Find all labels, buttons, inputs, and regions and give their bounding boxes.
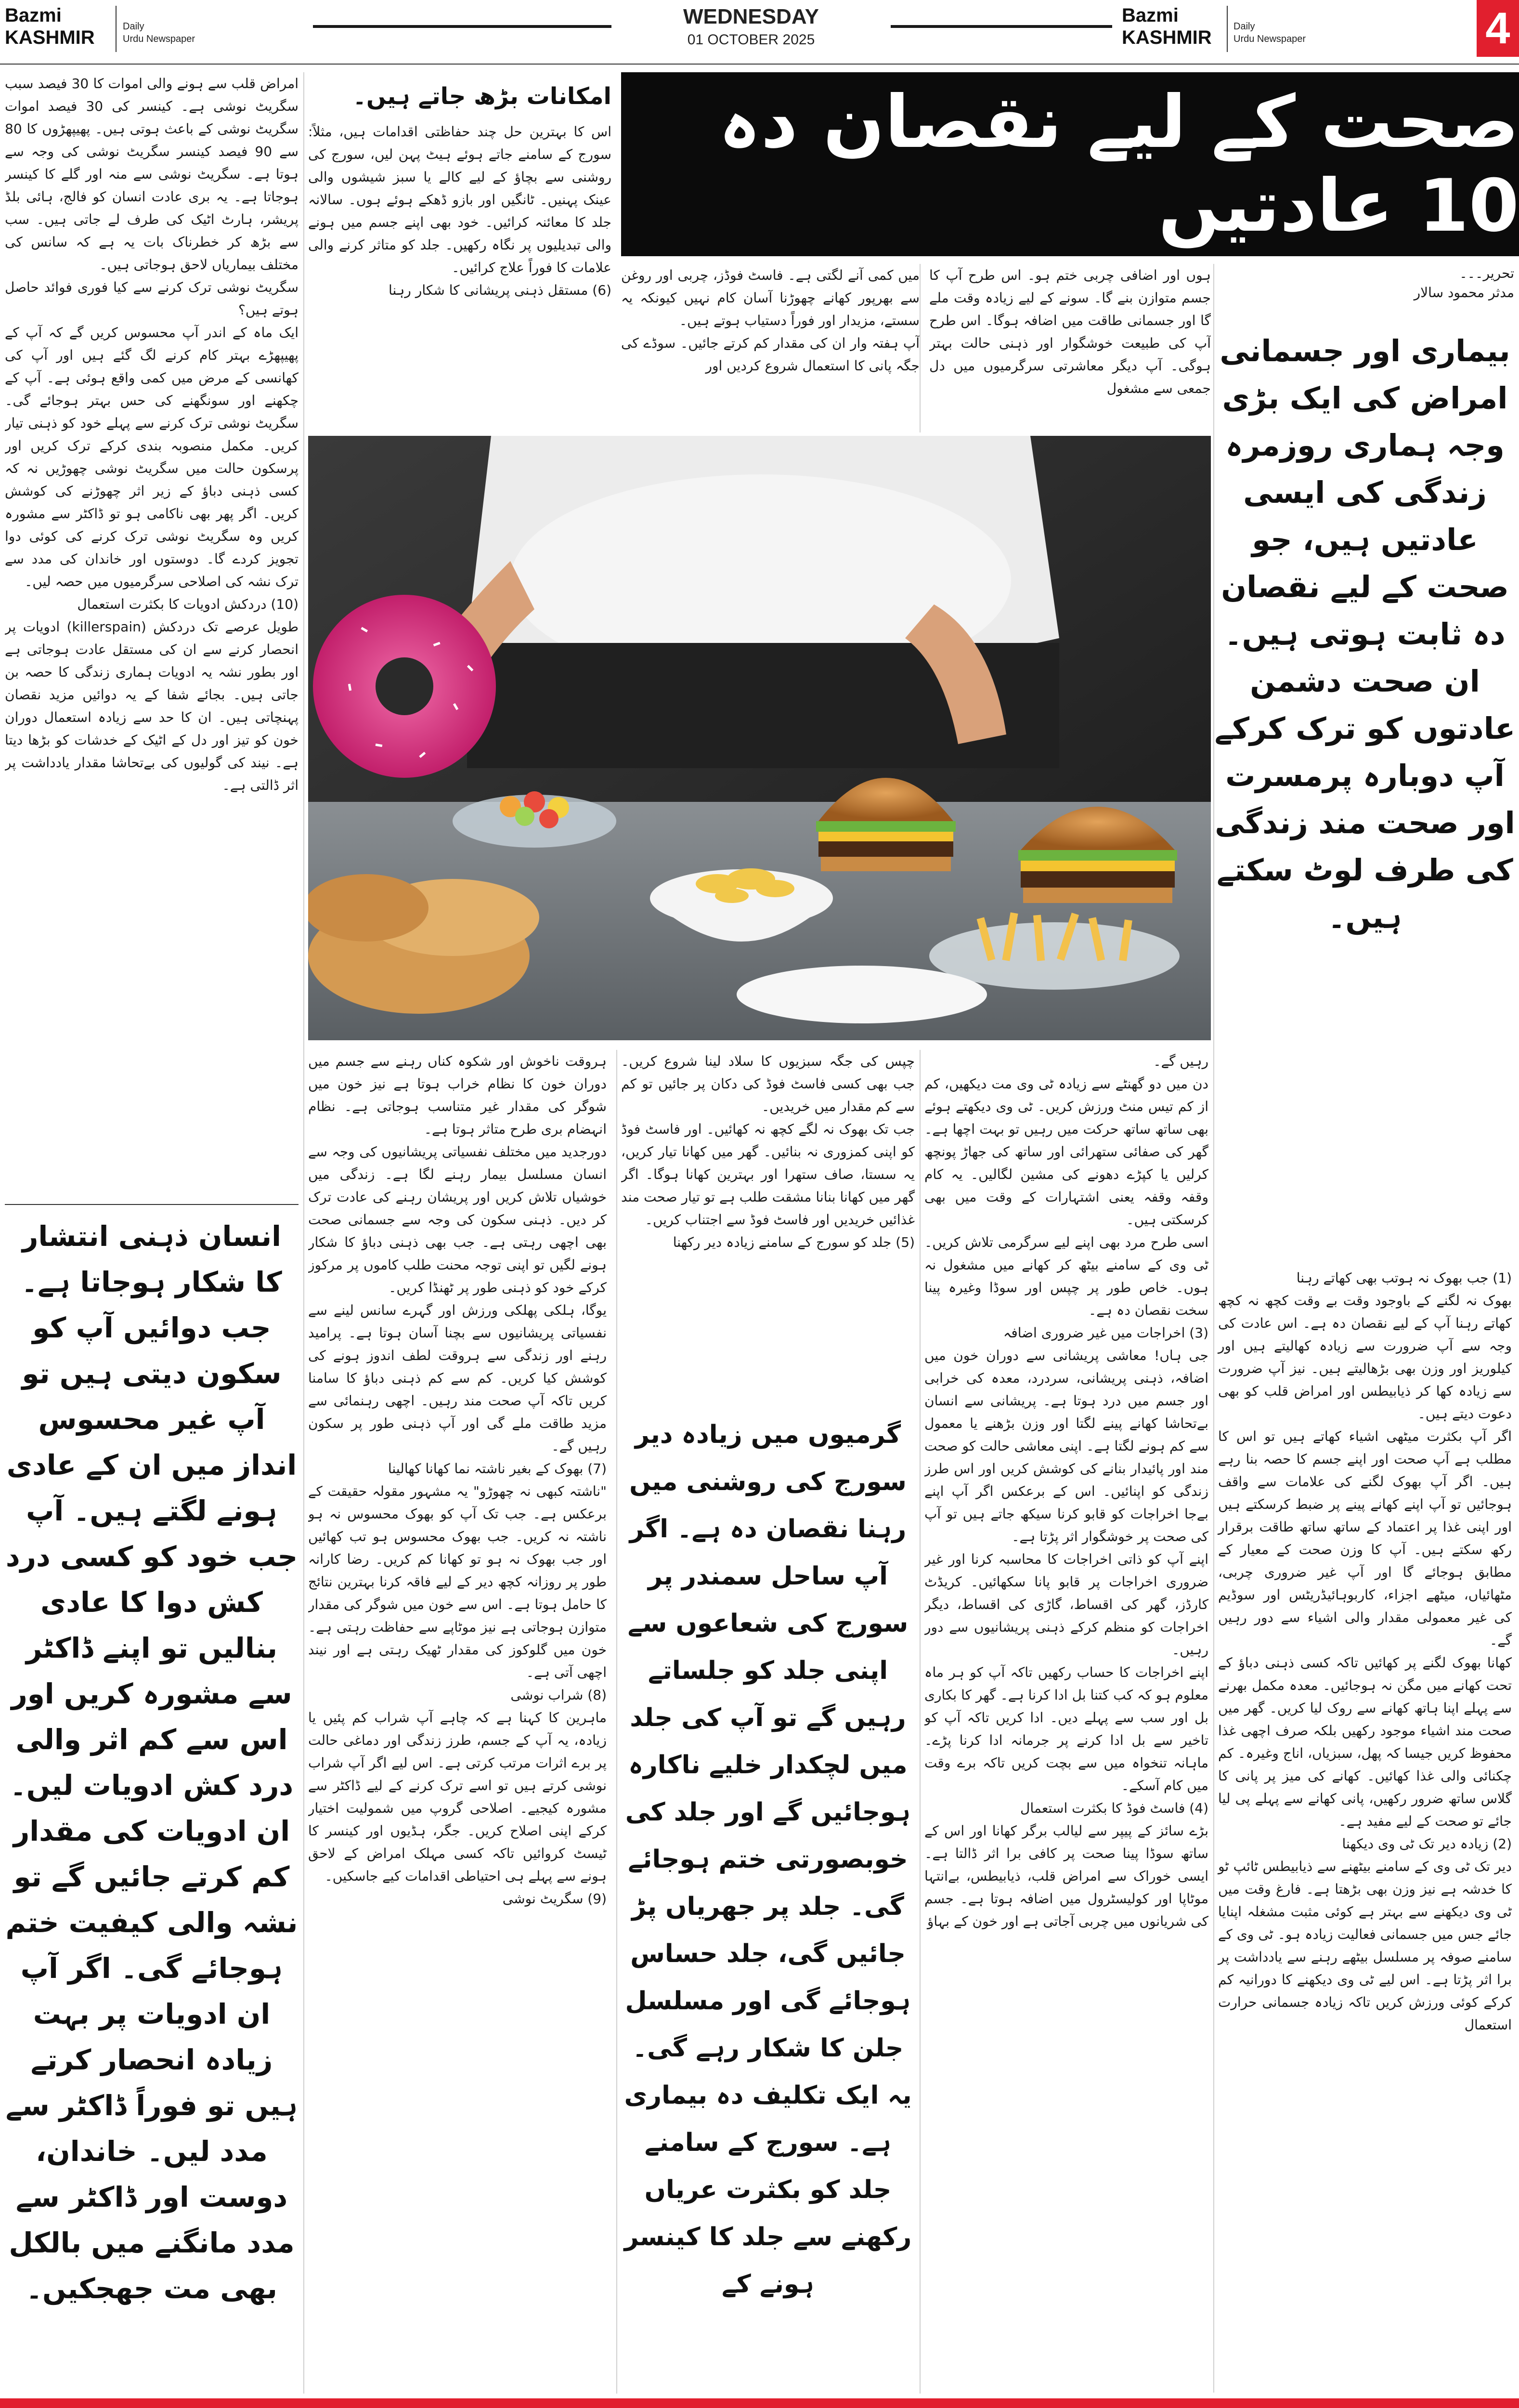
article-top-col3: میں کمی آنے لگتی ہے۔ فاسٹ فوڈز، چربی اور روغن سے بھرپور کھانے چھوڑنا آسان کام نہیں کیونکہ یہ سستے، مزیدار اور فوراً دستیاب ہوتے ہیں۔ آپ ہفتہ وار ان کی مقدار کم کرتے جائیں۔ سوڈے کی جگہ پانی کا استعمال شروع کردیں اور	[621, 267, 920, 374]
pull-quote-middle: گرمیوں میں زیادہ دیر سورج کی روشنی میں رہنا نقصان دہ ہے۔ اگر آپ ساحل سمندر پر سورج کی شعاعوں سے اپنی جلد کو جلساتے رہیں گے تو آپ کی جلد میں لچکدار خلیے ناکارہ ہوجائیں گے اور جلد کی خوبصورتی ختم ہوجائے گی۔ جلد پر جھریاں پڑ جائیں گی، جلد حساس ہوجائے گی اور مسلسل جلن کا شکار رہے گی۔ یہ ایک تکلیف دہ بیماری ہے۔ سورج کے سامنے جلد کو بکثرت عریاں رکھنے سے جلد کا کینسر ہونے کے	[624, 1420, 912, 2299]
left-quote-divider	[5, 1204, 299, 1205]
article-top-col4: ہوں اور اضافی چربی ختم ہو۔ اس طرح آپ کا جسم متوازن بنے گا۔ سونے کے لیے زیادہ وقت ملے گا اور جسمانی طاقت میں اضافہ ہوگا۔ اس طرح آپ کی طبیعت خوشگوار اور ذہنی حالت بہتر ہوگی۔ آپ دیگر معاشرتی سرگرمیوں میں دل جمعی سے مشغول	[929, 267, 1211, 396]
masthead-sub-right	[1233, 20, 1306, 45]
masthead-logo-right	[1122, 6, 1212, 47]
pull-quote-left: انسان ذہنی انتشار کا شکار ہوجاتا ہے۔ جب دوائیں آپ کو سکون دیتی ہیں تو آپ غیر محسوس انداز میں ان کے عادی ہونے لگتے ہیں۔ آپ جب خود کو کسی درد کش دوا کا عادی بنالیں تو اپنے ڈاکٹر سے مشورہ کریں اور اس سے کم اثر والی درد کش ادویات لیں۔ ان ادویات کی مقدار کم کرتے جائیں گے تو نشہ والی کیفیت ختم ہوجائے گی۔ اگر آپ ان ادویات پر بہت زیادہ انحصار کرتے ہیں تو فوراً ڈاکٹر سے مدد لیں۔ خاندان، دوست اور ڈاکٹر سے مدد مانگنے میں بالکل بھی مت جھجکیں۔	[5, 1220, 298, 2305]
column-rule-4	[1213, 264, 1214, 2393]
masthead-logo-left	[5, 6, 95, 47]
masthead	[0, 0, 1519, 63]
masthead-sub-left	[123, 20, 195, 45]
logo-line1-right: Bazmi	[1122, 5, 1179, 26]
masthead-day: WEDNESDAY	[683, 5, 819, 28]
column-rule-1	[303, 72, 304, 2394]
bottom-accent-bar	[0, 2398, 1519, 2408]
column-rule-2	[616, 1050, 617, 2394]
column-rule-3a	[920, 264, 921, 432]
page-number: 4	[1477, 0, 1519, 57]
sub-line1-right: Daily	[1233, 21, 1255, 32]
article-top-col2: اس کا بہترین حل چند حفاظتی اقدامات ہیں، مثلاً: سورج کے سامنے جاتے ہوئے ہیٹ پہن لیں، سورج کی روشنی سے بچاؤ کے لیے کالے یا سبز شیشوں والی عینک پہنیں۔ ٹانگیں اور بازو ڈھکے ہوئے ہوں۔ سالانہ جلد کا معائنہ کرائیں۔ خود بھی اپنے جسم میں ہونے والی تبدیلیوں پر نگاہ رکھیں۔ جلد کو متاثر کرنے والی علامات کا فوراً علاج کرائیں۔ (6) مستقل ذہنی پریشانی کا شکار رہنا	[308, 124, 611, 298]
masthead-rule-right	[891, 25, 1112, 28]
column-rule-3b	[920, 1050, 921, 2394]
heading-possibilities: امکانات بڑھ جاتے ہیں۔	[352, 83, 611, 110]
junk-food-photo	[308, 436, 1211, 1040]
article-bottom-col1: ہروقت ناخوش اور شکوہ کناں رہنے سے جسم میں دوران خون کا نظام خراب ہوتا ہے نیز خون میں شوگر کی مقدار غیر متناسب ہوجاتی ہے۔ نظام انہضام بری طرح متاثر ہوتا ہے۔ دورجدید میں مختلف نفسیاتی پریشانیوں کی وجہ سے انسان مسلسل بیمار رہنے لگا ہے۔ زندگی میں خوشیاں تلاش کریں اور پریشان رہنے کی عادت ترک کر دیں۔ ذہنی سکون کی وجہ سے جسمانی صحت بھی اچھی رہتی ہے۔ جب بھی ذہنی دباؤ کا شکار ہونے لگیں تو اپنی توجہ محنت طلب کاموں پر مرکوز کرکے خود کو ذہنی طور پر ٹھنڈا کریں۔ یوگا، ہلکی پھلکی ورزش اور گہرے سانس لینے سے نفسیاتی پریشانیوں سے بچنا آسان ہوتا ہے۔ پرامید رہنے اور زندگی سے ہروقت لطف اندوز ہونے کی کوشش کیا کریں۔ کم سے کم ذہنی دباؤ کا سامنا کریں تاکہ آپ صحت مند رہیں۔ اچھی رہنمائی سے مزید طاقت ملے گی اور آپ ذہنی طور پر سکون رہیں گے۔ (7) بھوک کے بغیر ناشتہ نما کھانا کھالینا "ناشتہ کبھی نہ چھوڑو" یہ مشہور مقولہ حقیقت کے برعکس ہے۔ جب تک آپ کو بھوک محسوس نہ ہو ناشتہ نہ کریں۔ جب بھوک محسوس ہو تب کھائیں اور جب بھوک نہ ہو تو کھانا کم کریں۔ رضا کارانہ طور پر روزانہ کچھ دیر کے لیے فاقہ کرنا بہترین نتائج کا حامل ہوتا ہے۔ اس سے خون میں شوگر کی مقدار متوازن ہوجاتی ہے نیز موٹاپے سے حفاظت رہتی ہے۔ خون میں گلوکوز کی مقدار ٹھیک رہتی ہے اور نیند اچھی آتی ہے۔ (8) شراب نوشی ماہرین کا کہنا ہے کہ چاہے آپ شراب کم پئیں یا زیادہ، یہ آپ کے جسم، طرز زندگی اور دماغی حالت پر برے اثرات مرتب کرتی ہے۔ اس لیے اگر آپ شراب نوشی کرتے ہیں تو اسے ترک کرنے کے لیے ڈاکٹر سے مشورہ کیجیے۔ اصلاحی گروپ میں شمولیت اختیار کرکے اپنی اصلاح کریں۔ جگر، ہڈیوں اور کینسر کا ٹیسٹ کروائیں تاکہ کسی مہلک امراض کے لاحق ہونے سے پہلے ہی احتیاطی اقدامات کیے جاسکیں۔ (9) سگریٹ نوشی	[308, 1053, 607, 1907]
masthead-date: 01 OCTOBER 2025	[687, 32, 815, 48]
article-bottom-col2: چپس کی جگہ سبزیوں کا سلاد لینا شروع کریں۔ جب بھی کسی فاسٹ فوڈ کی دکان پر جائیں تو کم سے کم مقدار میں خریدیں۔ جب تک بھوک نہ لگے کچھ نہ کھائیں۔ اور فاسٹ فوڈ کو اپنی کمزوری نہ بنائیں۔ گھر میں کھانا تیار کریں، یہ سستا، صاف ستھرا اور بہترین کھانا ہوگا۔ اگر گھر میں کھانا بنانا مشقت طلب ہے تو تیار صحت مند غذائیں خریدیں اور فاسٹ فوڈ سے اجتناب کریں۔ (5) جلد کو سورج کے سامنے زیادہ دیر رکھنا	[621, 1053, 915, 1250]
article-top-left: امراض قلب سے ہونے والی اموات کا 30 فیصد سبب سگریٹ نوشی ہے۔ کینسر کی 30 فیصد اموات سگریٹ نوشی کے باعث ہوتی ہیں۔ پھیپھڑوں کا 80 سے 90 فیصد کینسر سگریٹ نوشی کی وجہ سے ہوتا ہے۔ سگریٹ نوشی سے منہ اور گلے کا کینسر ہوجاتا ہے۔ یہ بری عادت انسان کو فالج، ہائی بلڈ پریشر، ہارٹ اٹیک کی طرف لے جاتی ہیں۔ سب سے بڑھ کر خطرناک بات یہ ہے کہ سانس کی مختلف بیماریاں لاحق ہوجاتی ہیں۔ سگریٹ نوشی ترک کرنے سے کیا فوری فوائد حاصل ہوتے ہیں؟ ایک ماہ کے اندر آپ محسوس کریں گے کہ آپ کے پھیپھڑے بہتر کام کرنے لگ گئے ہیں اور آپ کی کھانسی کے مرض میں کمی واقع ہوئی ہے۔ آپ کے چکھنے اور سونگھنے کی حس بہتر ہوجائے گی۔ سگریٹ نوشی ترک کرنے سے پہلے خود کو ذہنی تیار کریں۔ مکمل منصوبہ بندی کرکے ترک کریں اور پرسکون حالت میں سگریٹ نوشی چھوڑیں نہ کہ کسی ذہنی دباؤ کے زیر اثر چھوڑنے کی کوشش کریں۔ اگر پھر بھی ناکامی ہو تو ڈاکٹر سے مشورہ کریں وہ سگریٹ نوشی ترک کرنے کی کوئی دوا تجویز کردے گا۔ دوستوں اور خاندان کی مدد سے ترک نشہ کی اصلاحی سرگرمیوں میں حصہ لیں۔ (10) دردکش ادویات کا بکثرت استعمال طویل عرصے تک دردکش (killerspain) ادویات پر انحصار کرنے سے ان کی مستقل عادت ہوجاتی ہے اور بطور نشہ یہ ادویات ہماری زندگی کا حصہ بن جاتی ہیں۔ بجائے شفا کے یہ دوائیں مزید نقصان پہنچاتی ہیں۔ ان کا حد سے زیادہ استعمال دوران خون کو تیز اور دل کے اٹیک کے خدشات کو بڑھا دیتا ہے۔ نیند کی گولیوں کی بےتحاشا مقدار یادداشت پر اثر ڈالتی ہے۔	[5, 76, 299, 793]
masthead-divider	[0, 64, 1519, 65]
article-bottom-col4: (1) جب بھوک نہ ہوتب بھی کھاتے رہنا بھوک نہ لگنے کے باوجود وقت بے وقت کچھ نہ کچھ کھاتے رہنا آپ کے لیے نقصان دہ ہے۔ اس عادت کی وجہ سے آپ ضرورت سے زیادہ کھالیتے ہیں اور کیلوریز اور وزن بھی بڑھالیتے ہیں۔ نیز آپ ضرورت سے زیادہ کھا کر ذیابیطس اور امراض قلب کو بھی دعوت دیتے ہیں۔ اگر آپ بکثرت میٹھی اشیاء کھاتے ہیں تو اس کا مطلب ہے آپ صحت اور اپنے جسم کا حصہ بنا رہے ہیں۔ اگر آپ بھوک لگنے کی علامات سے واقف ہوجائیں تو آپ اپنے کھانے پینے پر ضبط کرسکتے ہیں اور اپنی غذا پر اعتماد کے ساتھ ساتھ طاقت برقرار رکھ سکتے ہیں۔ آپ کا وزن صحت کے معیار کے مطابق ہوجائے گا اور آپ غیر ضروری چربی، مٹھائیاں، میٹھے اجزاء، کاربوہائیڈریٹس اور سوڈیم کی غیر معمولی مقدار والی اشیاء سے دور رہیں گے۔ کھانا بھوک لگنے پر کھائیں تاکہ کسی ذہنی دباؤ کے تحت کھانے میں مگن نہ ہوجائیں۔ معدہ مکمل بھرنے سے پہلے اپنا ہاتھ کھانے سے روک لیا کریں۔ گھر میں صحت مند اشیاء موجود رکھیں بلکہ صرف اچھی غذا محفوظ کریں جیسا کہ پھل، سبزیاں، اناج وغیرہ۔ کم چکنائی والی غذا کھائیں۔ کھانے کی میز پر پانی کا گلاس ساتھ ضرور رکھیں، پانی کھانے سے پہلے پی لیا جائے تو صحت کے لیے مفید ہے۔ (2) زیادہ دیر تک ٹی وی دیکھنا دیر تک ٹی وی کے سامنے بیٹھنے سے ذیابیطس ٹائپ ٹو کا خدشہ ہے نیز وزن بھی بڑھتا ہے۔ فارغ وقت میں ٹی وی دیکھنے سے بہتر ہے کوئی مثبت مشغلہ اپنایا جائے جس میں جسمانی فعالیت زیادہ ہو۔ ٹی وی کے سامنے صوفہ پر مسلسل بیٹھے رہنے سے یادداشت پر برا اثر پڑتا ہے۔ اس لیے ٹی وی دیکھنے کا دورانیہ کم کرکے کوئی ورزش کریں تاکہ زیادہ جسمانی حرارت استعمال	[1218, 1270, 1512, 2033]
logo-line2-right: KASHMIR	[1122, 27, 1212, 48]
pull-quote-right: بیماری اور جسمانی امراض کی ایک بڑی وجہ ہماری روزمرہ زندگی کی ایسی عادتیں ہیں، جو صحت کے لیے نقصان دہ ثابت ہوتی ہیں۔ان صحت دشمن عادتوں کو ترک کرکے آپ دوبارہ پرمسرت اور صحت مند زندگی کی طرف لوٹ سکتے ہیں۔	[1214, 333, 1516, 935]
logo-line1: Bazmi	[5, 5, 62, 26]
byline: تحریر۔۔۔ مدثر محمود سالار	[1414, 265, 1514, 301]
sub-line2-right: Urdu Newspaper	[1233, 34, 1306, 44]
article-bottom-col3: رہیں گے۔ دن میں دو گھنٹے سے زیادہ ٹی وی مت دیکھیں، کم از کم تیس منٹ ورزش کریں۔ ٹی وی دیکھتے ہوئے بھی ساتھ ساتھ حرکت میں رہیں تو بہت اچھا ہے۔ گھر کی صفائی ستھرائی اور ساتھ کی جھاڑ پونچھ کرلیں یا کپڑے دھونے کی مشین لگالیں۔ یہ کام وقفہ وقفہ یعنی اشتہارات کے وقت میں بھی کرسکتی ہیں۔ اسی طرح مرد بھی اپنے لیے سرگرمی تلاش کریں۔ ٹی وی کے سامنے بیٹھ کر کھانے میں مشغول نہ ہوں۔ خاص طور پر چپس اور سوڈا وغیرہ پینا سخت نقصان دہ ہے۔ (3) اخراجات میں غیر ضروری اضافہ جی ہاں! معاشی پریشانی سے دوران خون میں اضافہ، ذہنی پریشانی، سردرد، معدہ کی خرابی اور جسم میں درد ہوتا ہے۔ پریشانی سے انسان بےتحاشا کھانے پینے لگتا اور وزن بڑھنے یا معمول سے کم ہونے لگتا ہے۔ اپنی معاشی حالت کو صحت مند اور پائیدار بنانے کی کوشش کریں اور اس طرز زندگی کو اپنائیں۔ اس کے برعکس اگر آپ اپنے بےجا اخراجات کو قابو کرنا سیکھ جاتے ہیں تو آپ کی صحت پر خوشگوار اثر پڑتا ہے۔ اپنے آپ کو ذاتی اخراجات کا محاسبہ کرنا اور غیر ضروری اخراجات پر قابو پانا سکھائیں۔ کریڈٹ کارڈز، گھر کی اقساط، گاڑی کی اقساط، دیگر اخراجات کو منظم کرکے ذہنی پریشانیوں سے دور رہیں۔ اپنے اخراجات کا حساب رکھیں تاکہ آپ کو ہر ماہ معلوم ہو کہ کب کتنا بل ادا کرنا ہے۔ گھر کا بکاری بل اور سب سے پہلے دیں۔ ادا کریں تاکہ آپ کو تاخیر سے بل ادا کرنے پر جرمانہ ادا کرنا پڑے۔ ماہانہ تنخواہ میں سے بچت کریں تاکہ برے وقت میں کام آسکے۔ (4) فاسٹ فوڈ کا بکثرت استعمال بڑے سائز کے پیپر سے لیالب برگر کھانا اور اس کے ساتھ سوڈا پینا صحت پر کافی برا اثر ڈالتا ہے۔ ایسی خوراک سے امراض قلب، ذیابیطس، بےانتہا موٹاپا اور کولیسٹرول میں اضافہ ہوتا ہے۔ جسم کی شریانوں میں چربی آجاتی ہے اور خون کے بہاؤ	[924, 1053, 1208, 1929]
sub-line1: Daily	[123, 21, 144, 32]
sub-line2: Urdu Newspaper	[123, 34, 195, 44]
headline: صحت کے لیے نقصان دہ 10 عادتیں	[718, 80, 1519, 248]
headline-banner	[621, 72, 1519, 256]
masthead-rule-left	[313, 25, 611, 28]
logo-line2: KASHMIR	[5, 27, 95, 48]
